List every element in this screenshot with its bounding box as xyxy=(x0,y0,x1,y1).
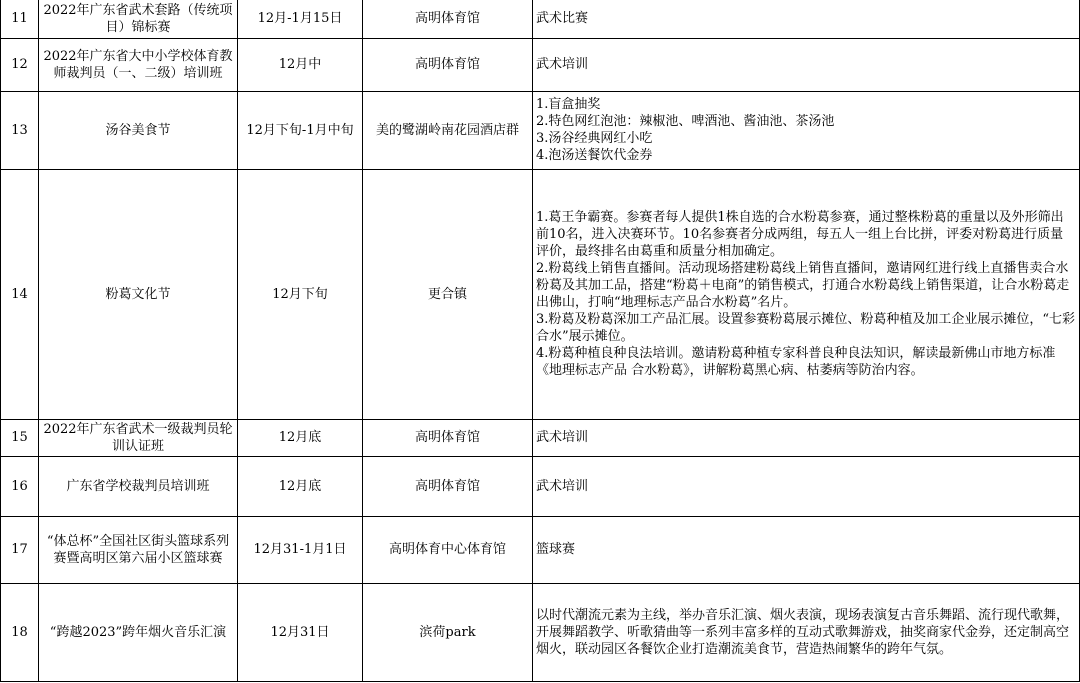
description-line: 1.盲盒抽奖 xyxy=(536,97,601,112)
description-line: 1.葛王争霸赛。参赛者每人提供1株自选的合水粉葛参赛，通过整株粉葛的重量以及外形筛出前10名，进入决赛环节。10名参赛者分成两组，每五人一组上台比拼，评委对粉葛进行质量评价，最终排名由葛重和质量分相加确定。 xyxy=(536,210,1064,259)
event-venue: 高明体育馆 xyxy=(363,38,533,91)
event-description xyxy=(533,419,1080,456)
event-description xyxy=(533,0,1080,38)
description-line: 武术比赛 xyxy=(536,11,589,27)
row-number: 11 xyxy=(1,0,39,38)
description-line: 武术培训 xyxy=(536,478,589,494)
event-time: 12月中 xyxy=(238,38,363,91)
description-line: 3.粉葛及粉葛深加工产品汇展。设置参赛粉葛展示摊位、粉葛种植及加工企业展示摊位，“七彩合水”展示摊位。 xyxy=(536,312,1076,344)
row-number: 14 xyxy=(1,169,39,419)
description-line: 以时代潮流元素为主线，举办音乐汇演、烟火表演，现场表演复古音乐舞蹈、流行现代歌舞，开展舞蹈教学、听歌猜曲等一系列丰富多样的互动式歌舞游戏，抽奖商家代金券，还定制高空烟火，联动园区各餐饮企业打造潮流美食节，营造热闹繁华的跨年气氛。 xyxy=(536,607,1070,657)
table-row xyxy=(1,169,1080,419)
event-time: 12月底 xyxy=(238,456,363,516)
event-description xyxy=(533,456,1080,516)
event-name: “跨越2023”跨年烟火音乐汇演 xyxy=(39,583,238,681)
event-name: 2022年广东省武术一级裁判员轮训认证班 xyxy=(39,419,238,456)
event-venue: 滨荷park xyxy=(363,583,533,681)
event-time: 12月下旬 xyxy=(238,169,363,419)
event-name: 2022年广东省大中小学校体育教师裁判员（一、二级）培训班 xyxy=(39,38,238,91)
event-name: 2022年广东省武术套路（传统项目）锦标赛 xyxy=(39,0,238,38)
event-description xyxy=(533,583,1080,681)
event-venue: 高明体育馆 xyxy=(363,456,533,516)
event-time: 12月31日 xyxy=(238,583,363,681)
event-name: 汤谷美食节 xyxy=(39,91,238,169)
table-row xyxy=(1,516,1080,583)
event-venue: 美的鹭湖岭南花园酒店群 xyxy=(363,91,533,169)
event-time: 12月下旬-1月中旬 xyxy=(238,91,363,169)
event-time: 12月底 xyxy=(238,419,363,456)
description-line: 2.粉葛线上销售直播间。活动现场搭建粉葛线上销售直播间，邀请网红进行线上直播售卖合水粉葛及其加工品，搭建“粉葛＋电商”的销售模式，打通合水粉葛线上销售渠道，让合水粉葛走出佛山，打响“地理标志产品合水粉葛”名片。 xyxy=(536,261,1070,310)
row-number: 15 xyxy=(1,419,39,456)
description-line: 4.粉葛种植良种良法培训。邀请粉葛种植专家科普良种良法知识，解读最新佛山市地方标准《地理标志产品 合水粉葛》，讲解粉葛黑心病、枯萎病等防治内容。 xyxy=(536,346,1056,378)
event-description xyxy=(533,38,1080,91)
event-venue: 高明体育中心体育馆 xyxy=(363,516,533,583)
table-row xyxy=(1,38,1080,91)
event-venue: 高明体育馆 xyxy=(363,0,533,38)
row-number: 13 xyxy=(1,91,39,169)
event-time: 12月-1月15日 xyxy=(238,0,363,38)
event-description xyxy=(533,91,1080,169)
table-row xyxy=(1,0,1080,38)
event-time: 12月31-1月1日 xyxy=(238,516,363,583)
event-name: 粉葛文化节 xyxy=(39,169,238,419)
event-venue: 更合镇 xyxy=(363,169,533,419)
row-number: 12 xyxy=(1,38,39,91)
event-name: “体总杯”全国社区街头篮球系列赛暨高明区第六届小区篮球赛 xyxy=(39,516,238,583)
description-line: 4.泡汤送餐饮代金券 xyxy=(536,148,653,163)
event-name: 广东省学校裁判员培训班 xyxy=(39,456,238,516)
event-venue: 高明体育馆 xyxy=(363,419,533,456)
event-description xyxy=(533,169,1080,419)
description-line: 篮球赛 xyxy=(536,542,576,557)
event-description xyxy=(533,516,1080,583)
description-line: 2.特色网红泡池：辣椒池、啤酒池、酱油池、茶汤池 xyxy=(536,114,835,129)
table-row xyxy=(1,91,1080,169)
description-line: 武术培训 xyxy=(536,430,589,445)
description-line: 3.汤谷经典网红小吃 xyxy=(536,131,653,146)
row-number: 18 xyxy=(1,583,39,681)
table-row xyxy=(1,419,1080,456)
table-row xyxy=(1,583,1080,681)
table-row xyxy=(1,456,1080,516)
description-line: 武术培训 xyxy=(536,57,589,72)
row-number: 16 xyxy=(1,456,39,516)
row-number: 17 xyxy=(1,516,39,583)
